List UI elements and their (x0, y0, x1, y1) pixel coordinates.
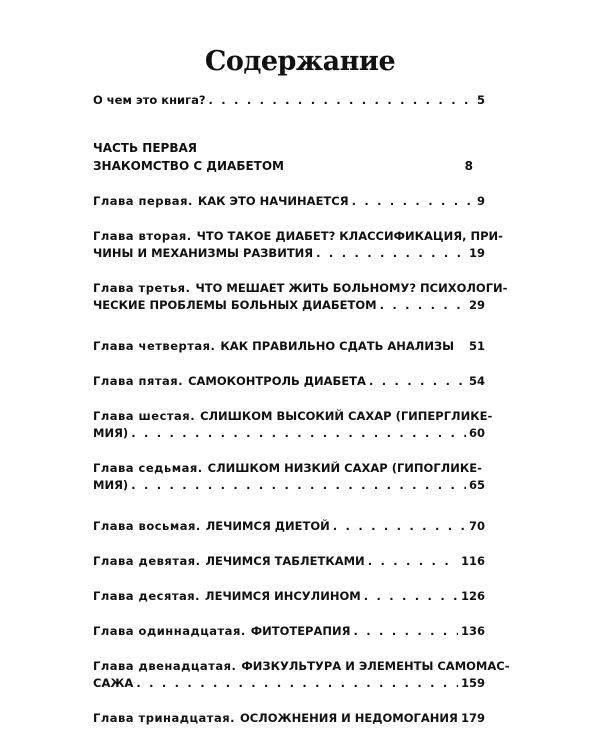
chapter-number: Глава седьмая. (93, 461, 203, 475)
toc-page-number: 70 (468, 519, 485, 533)
toc-page-number: 19 (468, 246, 485, 260)
chapter-title: ФИЗКУЛЬТУРА И ЭЛЕМЕНТЫ САМОМАС- (241, 659, 510, 673)
table-of-contents (93, 92, 510, 727)
toc-entry-label: О чем это книга? (93, 93, 206, 107)
toc-page-number: 159 (460, 676, 485, 690)
part-label: ЧАСТЬ ПЕРВАЯ (93, 141, 198, 155)
dot-leader (380, 297, 466, 314)
part-heading (93, 139, 485, 175)
toc-entry-chapter (93, 658, 510, 692)
chapter-title-continued: САЖА (93, 676, 134, 690)
chapter-title-continued: ЧЕСКИЕ ПРОБЛЕМЫ БОЛЬНЫХ ДИАБЕТОМ (93, 298, 377, 312)
toc-page-number: 136 (460, 624, 485, 638)
chapter-title-continued: МИЯ) (93, 478, 129, 492)
chapter-title-continued: ЧИНЫ И МЕХАНИЗМЫ РАЗВИТИЯ (93, 246, 314, 260)
toc-entry-chapter (93, 460, 485, 494)
part-title: ЗНАКОМСТВО С ДИАБЕТОМ (93, 159, 284, 173)
dot-leader (369, 373, 466, 390)
chapter-title: ФИТОТЕРАПИЯ (250, 624, 351, 638)
toc-entry-chapter (93, 338, 485, 355)
toc-entry-chapter (93, 553, 485, 570)
toc-entry-chapter (93, 518, 485, 535)
chapter-number: Глава шестая. (93, 409, 196, 423)
dot-leader (333, 518, 466, 535)
toc-page-number: 29 (468, 298, 485, 312)
chapter-number: Глава тринадцатая. (93, 711, 235, 725)
chapter-number: Глава двенадцатая. (93, 659, 237, 673)
chapter-title: ОСЛОЖНЕНИЯ И НЕДОМОГАНИЯ (239, 711, 458, 725)
toc-page-number: 60 (468, 426, 485, 440)
page-title: Содержание (204, 46, 396, 77)
chapter-number: Глава вторая. (93, 229, 192, 243)
toc-page-number: 5 (476, 93, 485, 107)
toc-page-number: 51 (468, 339, 485, 353)
part-page-number: 8 (464, 159, 473, 173)
chapter-title-continued: МИЯ) (93, 426, 129, 440)
toc-page-number: 126 (460, 589, 485, 603)
toc-entry-chapter (93, 623, 485, 640)
dot-leader (354, 623, 458, 640)
chapter-title: СЛИШКОМ НИЗКИЙ САХАР (ГИПОГЛИКЕ- (207, 461, 482, 475)
chapter-title: КАК ЭТО НАЧИНАЕТСЯ (197, 194, 349, 208)
dot-leader (209, 92, 474, 109)
chapter-number: Глава одиннадцатая. (93, 624, 246, 638)
chapter-number: Глава четвертая. (93, 339, 216, 353)
chapter-title: ЛЕЧИМСЯ ТАБЛЕТКАМИ (205, 554, 365, 568)
toc-entry-chapter (93, 710, 485, 727)
dot-leader (364, 588, 458, 605)
toc-entry-chapter (93, 373, 485, 390)
dot-leader (352, 193, 474, 210)
chapter-number: Глава девятая. (93, 554, 201, 568)
chapter-title: ЛЕЧИМСЯ ИНСУЛИНОМ (205, 589, 361, 603)
chapter-number: Глава десятая. (93, 589, 201, 603)
chapter-title: ЧТО ТАКОЕ ДИАБЕТ? КЛАССИФИКАЦИЯ, ПРИ- (196, 229, 503, 243)
chapter-title: САМОКОНТРОЛЬ ДИАБЕТА (188, 374, 366, 388)
toc-page-number: 65 (468, 478, 485, 492)
toc-entry-chapter (93, 408, 493, 442)
chapter-title: ЛЕЧИМСЯ ДИЕТОЙ (205, 519, 330, 533)
chapter-title: КАК ПРАВИЛЬНО СДАТЬ АНАЛИЗЫ (220, 339, 455, 353)
toc-entry-chapter (93, 588, 485, 605)
chapter-title: СЛИШКОМ ВЫСОКИЙ САХАР (ГИПЕРГЛИКЕ- (200, 409, 493, 423)
toc-entry-chapter (93, 280, 508, 314)
chapter-list (93, 175, 510, 727)
toc-entry-chapter (93, 228, 503, 262)
toc-page-number: 54 (468, 374, 485, 388)
chapter-title: ЧТО МЕШАЕТ ЖИТЬ БОЛЬНОМУ? ПСИХОЛОГИ- (195, 281, 508, 295)
dot-leader (368, 553, 458, 570)
toc-page-number: 116 (460, 554, 485, 568)
toc-page-number: 179 (460, 711, 485, 725)
dot-leader (131, 425, 466, 442)
chapter-number: Глава восьмая. (93, 519, 201, 533)
toc-entry-intro (93, 92, 485, 109)
dot-leader (136, 675, 458, 692)
toc-page-number: 9 (476, 194, 485, 208)
chapter-number: Глава пятая. (93, 374, 184, 388)
dot-leader (316, 245, 466, 262)
dot-leader (131, 477, 466, 494)
chapter-number: Глава первая. (93, 194, 193, 208)
chapter-number: Глава третья. (93, 281, 191, 295)
toc-entry-chapter (93, 193, 485, 210)
